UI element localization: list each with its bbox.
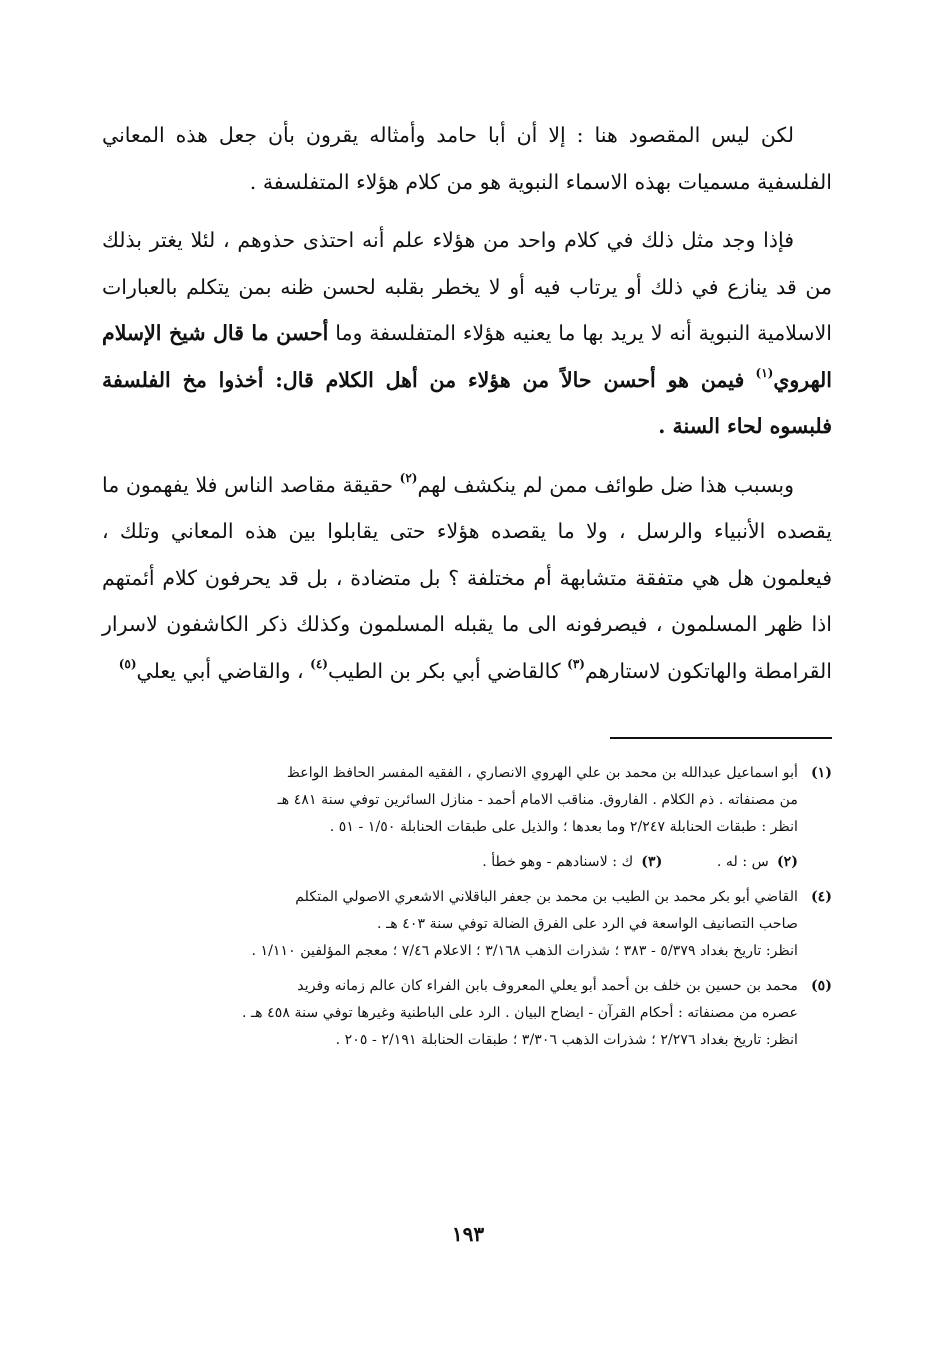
footnote-1-line-2: من مصنفاته . ذم الكلام . الفاروق. مناقب الامام أحمد - منازل السائرين توفي سنة ٤٨١ هـ bbox=[277, 792, 798, 808]
footnote-3-text: ك : لاسنادهم - وهو خطأ . bbox=[482, 854, 634, 870]
footnote-3 bbox=[482, 849, 662, 876]
footnotes-2-3 bbox=[102, 849, 832, 876]
footnote-divider bbox=[610, 737, 832, 739]
footnote-ref-2: (٢) bbox=[399, 470, 418, 485]
footnote-4 bbox=[102, 884, 832, 965]
quote-intro: أحسن ما قال شيخ الإسلام الهروي bbox=[102, 321, 832, 392]
paragraph-1 bbox=[102, 112, 832, 205]
footnote-2-number: (٢) bbox=[776, 854, 798, 870]
paragraph-1-text: لكن ليس المقصود هنا : إلا أن أبا حامد وأمثاله يقرون بأن جعل هذه المعاني الفلسفية مسميات بهذه الاسماء النبوية هو من كلام هؤلاء المتفلسفة . bbox=[102, 123, 832, 194]
footnote-4-line-2: صاحب التصانيف الواسعة في الرد على الفرق الضالة توفي سنة ٤٠٣ هـ . bbox=[377, 916, 798, 932]
footnote-1-number: (١) bbox=[810, 765, 832, 781]
footnote-4-number: (٤) bbox=[810, 889, 832, 905]
footnote-5 bbox=[102, 973, 832, 1054]
paragraph-3 bbox=[102, 462, 832, 695]
paragraph-2 bbox=[102, 217, 832, 450]
paragraph-3-text-b: حقيقة مقاصد الناس فلا يفهمون ما يقصده الأنبياء والرسل ، ولا ما يقصده هؤلاء حتى يقابلوا بين هذه المعاني وتلك ، فيعلمون هل هي متفقة متشابهة أم مختلفة ؟ بل متضادة ، بل قد يحرفون كلام أئمتهم اذا ظهر المسلمون ، فيصرفونه الى ما يقبله المسلمون وكذلك ذكر الكاشفون لاسرار القرامطة والهاتكون لاستارهم bbox=[102, 472, 832, 683]
footnote-1 bbox=[102, 760, 832, 841]
footnote-1-reference: انظر : طبقات الحنابلة ٢/٢٤٧ وما بعدها ؛ والذيل على طبقات الحنابلة ١/٥٠ - ٥١ . bbox=[329, 819, 798, 835]
footnote-5-number: (٥) bbox=[810, 978, 832, 994]
footnote-1-line-1: أبو اسماعيل عبدالله بن محمد بن علي الهروي الانصاري ، الفقيه المفسر الحافظ الواعظ bbox=[286, 765, 798, 781]
page-number: ١٩٣ bbox=[451, 1222, 485, 1246]
footnote-ref-1: (١) bbox=[755, 365, 774, 380]
footnote-ref-3: (٣) bbox=[567, 656, 585, 671]
footnote-3-number: (٣) bbox=[641, 854, 663, 870]
footnote-2-text: س : له . bbox=[716, 854, 769, 870]
footnotes bbox=[102, 760, 832, 1062]
quote-text: فيمن هو أحسن حالاً من هؤلاء من أهل الكلام قال: أخذوا مخ الفلسفة فلبسوه لحاء السنة . bbox=[102, 367, 832, 438]
footnote-5-line-2: عصره من مصنفاته : أحكام القرآن - ايضاح البيان . الرد على الباطنية وغيرها توفي سنة ٤٥٨ هـ . bbox=[241, 1005, 798, 1021]
paragraph-3-text-a: وبسبب هذا ضل طوائف ممن لم ينكشف لهم bbox=[417, 472, 794, 497]
footnote-ref-4: (٤) bbox=[310, 656, 328, 671]
footnote-4-line-1: القاضي أبو بكر محمد بن الطيب بن محمد بن جعفر الباقلاني الاشعري الاصولي المتكلم bbox=[295, 889, 798, 905]
main-text bbox=[102, 112, 832, 694]
footnote-2 bbox=[717, 849, 798, 876]
footnote-5-line-1: محمد بن حسين بن خلف بن أحمد أبو يعلي المعروف بابن الفراء كان عالم زمانه وفريد bbox=[297, 978, 798, 994]
footnote-ref-5: (٥) bbox=[118, 656, 137, 671]
paragraph-2-text: فإذا وجد مثل ذلك في كلام واحد من هؤلاء علم أنه احتذى حذوهم ، لئلا يغتر بذلك من قد ينازع في ذلك أو يرتاب فيه أو لا يخطر بقلبه لحسن ظنه بمن يتكلم بالعبارات الاسلامية النبوية أنه لا يريد بها ما يعنيه هؤلاء المتفلسفة وما bbox=[102, 228, 832, 345]
paragraph-3-text-d: ، والقاضي أبي يعلي bbox=[136, 658, 304, 683]
paragraph-3-text-c: كالقاضي أبي بكر بن الطيب bbox=[327, 658, 561, 683]
footnote-4-reference: انظر: تاريخ بغداد ٥/٣٧٩ - ٣٨٣ ؛ شذرات الذهب ٣/١٦٨ ؛ الاعلام ٧/٤٦ ؛ معجم المؤلفين ١/١١٠ . bbox=[251, 943, 798, 959]
footnote-5-reference: انظر: تاريخ بغداد ٢/٢٧٦ ؛ شذرات الذهب ٣/٣٠٦ ؛ طبقات الحنابلة ٢/١٩١ - ٢٠٥ . bbox=[335, 1032, 798, 1048]
